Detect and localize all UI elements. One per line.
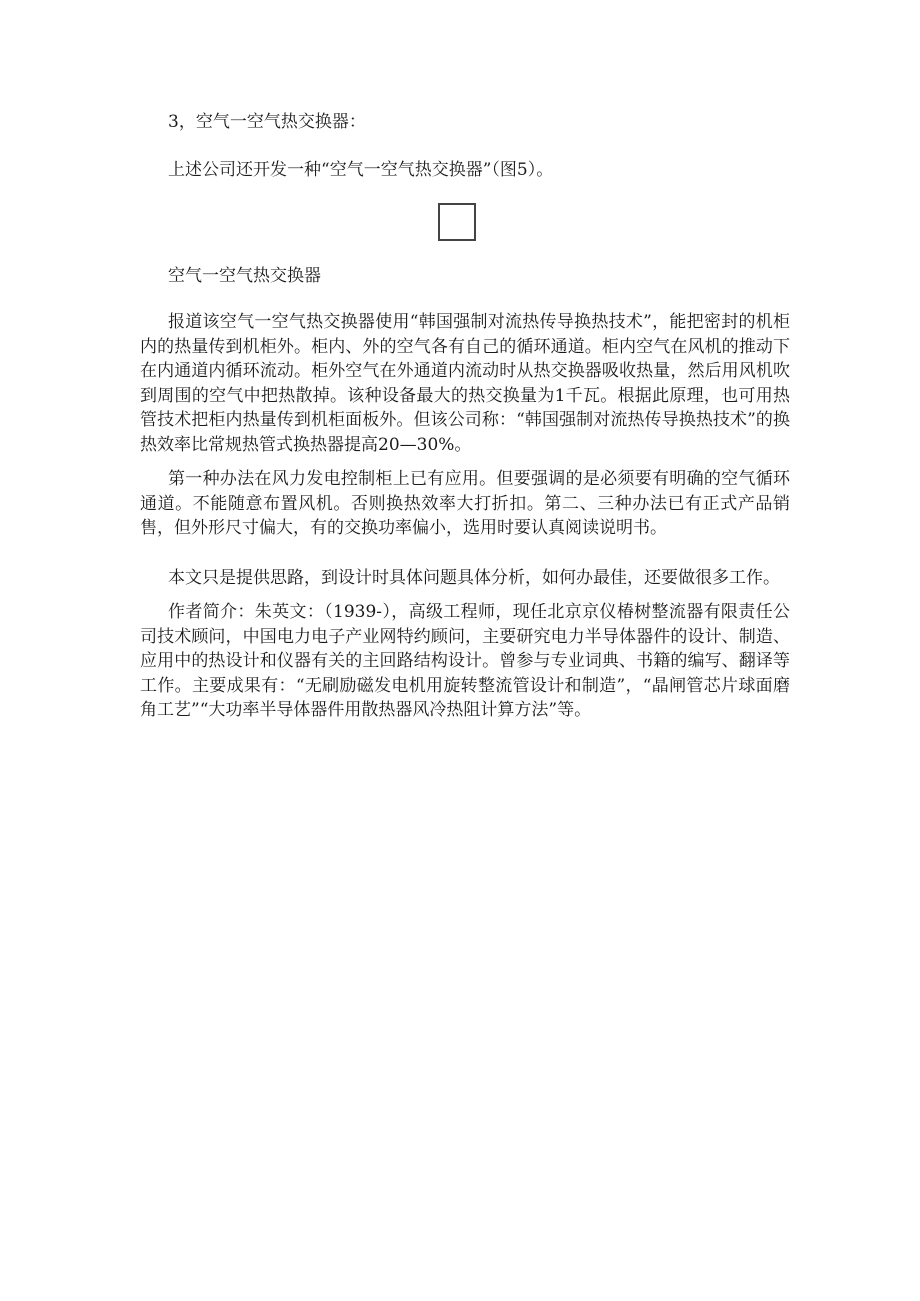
figure-placeholder-image — [438, 203, 476, 241]
paragraph-closing-remark: 本文只是提供思路，到设计时具体问题具体分析，如何办最佳，还要做很多工作。 — [168, 568, 780, 588]
paragraph-methods-application: 第一种办法在风力发电控制柜上已有应用。但要强调的是必须要有明确的空气循环通道。不能随意布置风机。否则换热效率大打折扣。第二、三种办法已有正式产品销售，但外形尺寸偏大，有的交换功率偏小，选用时要认真阅读说明书。 — [140, 469, 790, 538]
paragraph-author-bio: 作者简介：朱英文：（1939-），高级工程师，现任北京京仪椿树整流器有限责任公司技术顾问，中国电力电子产业网特约顾问，主要研究电力半导体器件的设计、制造、应用中的热设计和仪器有关的主回路结构设计。曾参与专业词典、书籍的编写、翻译等工作。主要成果有：“无刷励磁发电机用旋转整流管设计和制造”，“晶闸管芯片球面磨角工艺”“大功率半导体器件用散热器风冷热阻计算方法”等。 — [140, 602, 790, 720]
paragraph-heat-exchanger-description: 报道该空气一空气热交换器使用“韩国强制对流热传导换热技术”，能把密封的机柜内的热量传到机柜外。柜内、外的空气各有自己的循环通道。柜内空气在风机的推动下在内通道内循环流动。柜外空气在外通道内流动时从热交换器吸收热量，然后用风机吹到周围的空气中把热散掉。该种设备最大的热交换量为1千瓦。根据此原理，也可用热管技术把柜内热量传到机柜面板外。但该公司称：“韩国强制对流热传导换热技术”的换热效率比常规热管式换热器提高20—30%。 — [140, 312, 790, 455]
intro-line: 上述公司还开发一种“空气一空气热交换器”（图5）。 — [168, 160, 554, 180]
figure-caption: 空气一空气热交换器 — [168, 266, 321, 286]
section-heading: 3，空气一空气热交换器： — [168, 112, 366, 132]
